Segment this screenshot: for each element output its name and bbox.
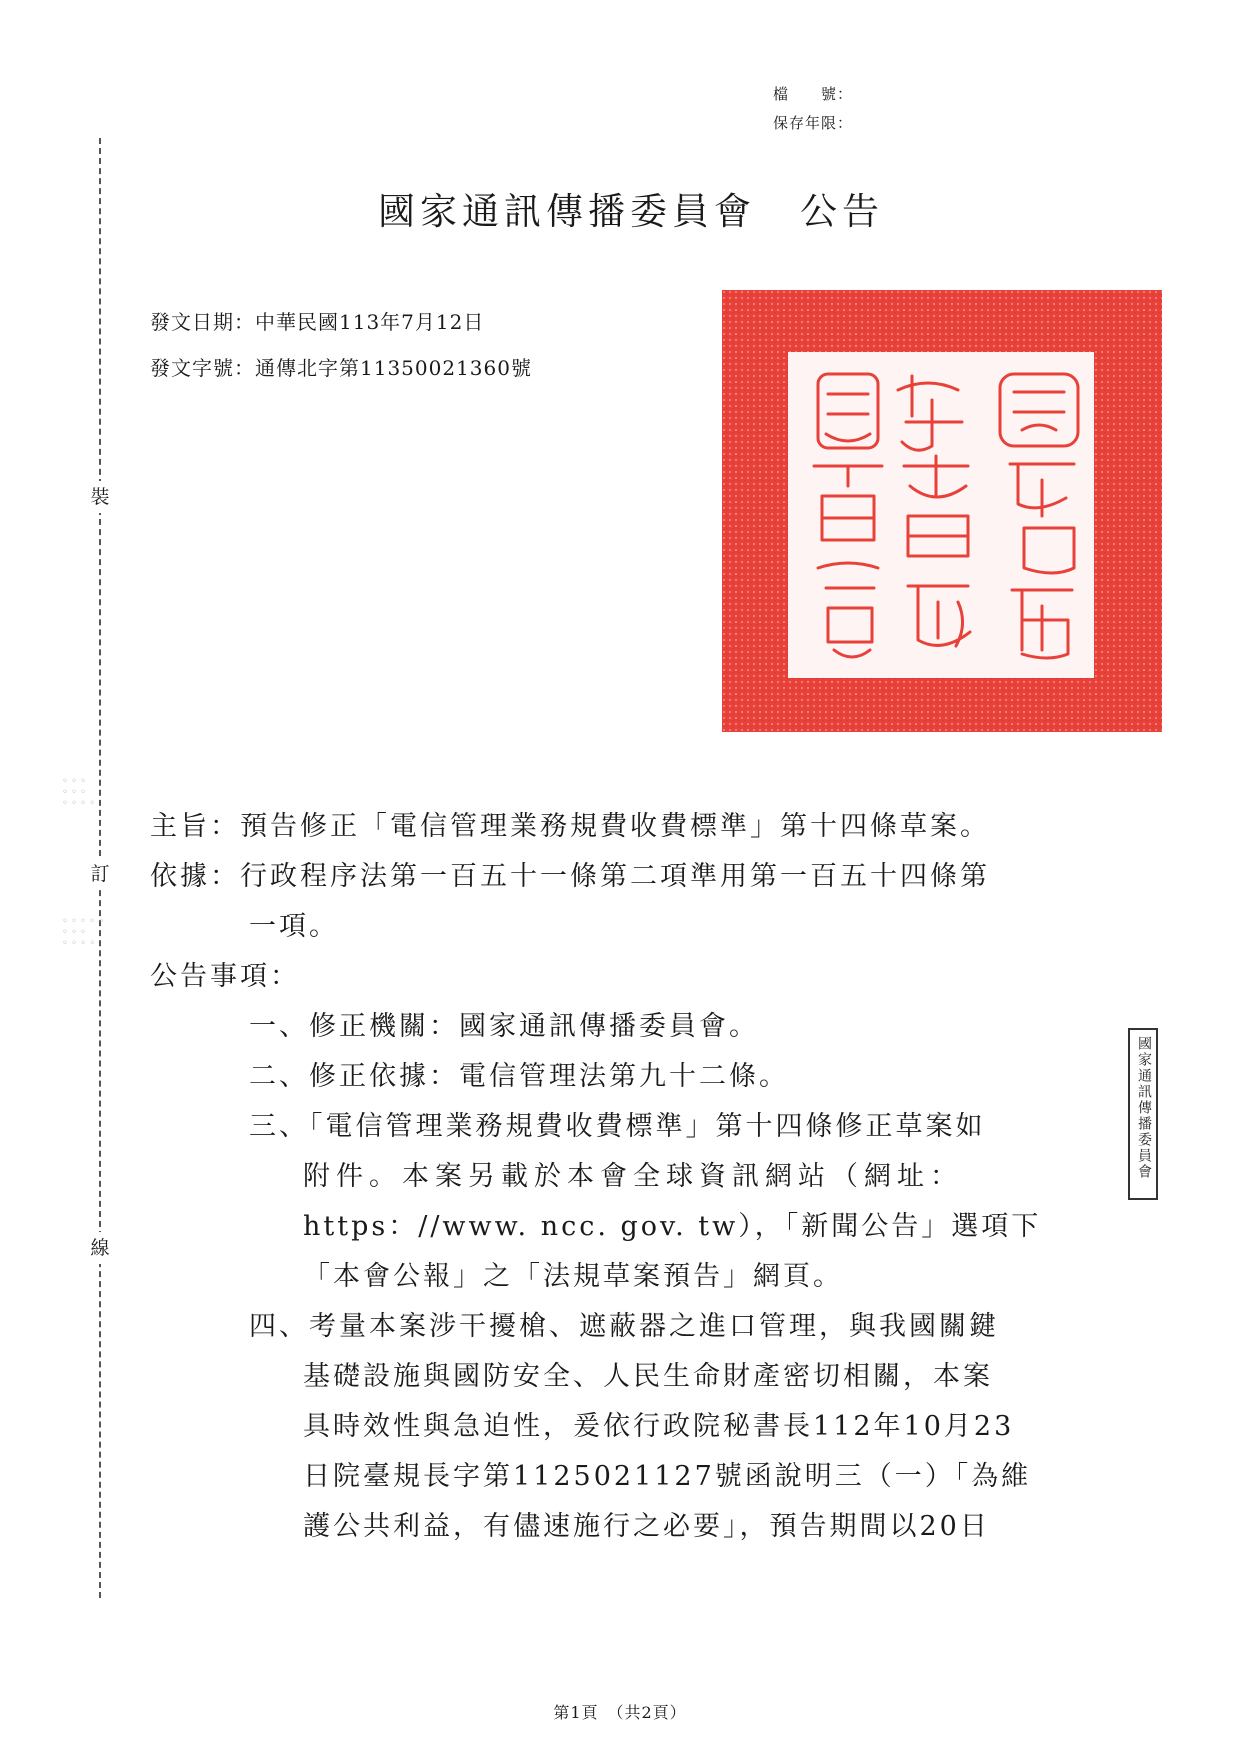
subject-label: 主旨： [150,811,240,842]
basis-text-line-1: 行政程序法第一百五十一條第二項準用第一百五十四條第 [240,861,990,892]
item-text: 修正機關：國家通訊傳播委員會。 [309,1011,759,1042]
item-number: 三、 [249,1111,309,1142]
official-seal [722,290,1162,732]
document-title [378,181,884,235]
item-text-continuation: https：//www. ncc. gov. tw），「新聞公告」選項下 [303,1211,1042,1242]
notice-item [249,1060,789,1094]
item-number: 四、 [249,1311,309,1342]
basis-line [150,860,990,894]
basis-label: 依據： [150,861,240,892]
punch-marks-lower: ◦ ◦ ◦ ◦ ◦ ◦ ◦ ◦ ◦ ◦ ◦ ◦ [62,916,105,949]
subject-line [150,810,990,844]
notice-item [249,1110,986,1144]
subject-text: 預告修正「電信管理業務規費收費標準」第十四條草案。 [240,811,990,842]
item-number: 二、 [249,1061,309,1092]
item-text-continuation: 附件。本案另載於本會全球資訊網站（網址： [303,1161,963,1192]
item-text-continuation: 「本會公報」之「法規草案預告」網頁。 [303,1261,843,1292]
punch-marks: ◦ ◦ ◦ ◦ ◦ ◦ ◦ ◦ ◦ ◦ [62,776,96,809]
item-number: 一、 [249,1011,309,1042]
item-text: 「電信管理業務規費收費標準」第十四條修正草案如 [309,1111,986,1142]
side-stamp [1128,1028,1158,1200]
binding-mark-xian: 線 [86,1232,114,1264]
issue-number: 發文字號：通傳北字第11350021360號 [150,356,532,380]
retention-period-label: 保存年限： [773,114,854,132]
file-number-label: 檔 號： [773,85,854,103]
side-stamp-text: 國家通訊傳播委員會 [1136,1036,1152,1180]
binding-mark-ding: 訂 [86,858,114,890]
notice-heading: 公告事項： [150,961,300,992]
basis-text-line-2: 一項。 [249,911,339,942]
agency-name: 國家通訊傳播委員會 [378,190,756,233]
item-text: 修正依據：電信管理法第九十二條。 [309,1061,789,1092]
page-footer: 第1頁 （共2頁） [553,1703,687,1722]
binding-mark-zhuang: 裝 [86,481,114,513]
item-text-continuation: 基礎設施與國防安全、人民生命財產密切相關，本案 [303,1361,993,1392]
item-text-continuation: 具時效性與急迫性，爰依行政院秘書長112年10月23 [303,1411,1015,1442]
item-text: 考量本案涉干擾槍、遮蔽器之進口管理，與我國關鍵 [309,1311,999,1342]
notice-item [249,1310,999,1344]
item-text-continuation: 護公共利益，有儘速施行之必要」，預告期間以20日 [303,1511,990,1542]
notice-item [249,1010,759,1044]
item-text-continuation: 日院臺規長字第1125021127號函說明三（一）「為維 [303,1461,1032,1492]
issue-date: 發文日期：中華民國113年7月12日 [150,310,485,334]
document-type: 公告 [800,190,884,233]
